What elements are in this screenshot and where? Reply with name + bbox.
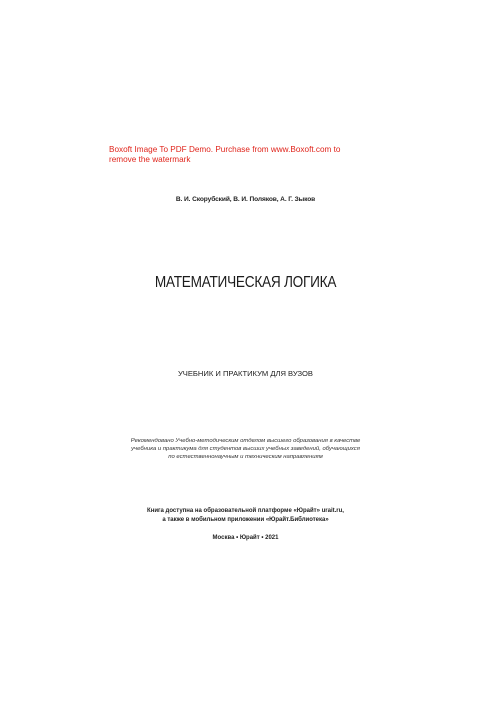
recommendation-note [0,437,491,462]
recommendation-line: Рекомендовано Учебно-методическим отделом высшего образования в качестве [130,438,361,444]
recommendation-line: по естественнонаучным и техническим направлениям [168,454,323,461]
book-subtitle: УЧЕБНИК И ПРАКТИКУМ ДЛЯ ВУЗОВ [177,369,313,378]
book-authors: В. И. Скорубский, В. И. Поляков, А. Г. Зыков [175,196,316,203]
availability-line: а также в мобильном приложении «Юрайт.Библиотека» [162,516,329,523]
watermark-text: Boxoft Image To PDF Demo. Purchase from www.Boxoft.com to remove the watermark [109,145,341,164]
publisher-imprint: Москва • Юрайт • 2021 [212,535,279,541]
availability-line: Книга доступна на образовательной платформе «Юрайт» urait.ru, [147,508,344,514]
availability-note [0,507,491,524]
recommendation-line: учебника и практикума для студентов высших учебных заведений, обучающихся [131,446,360,453]
book-title: МАТЕМАТИЧЕСКАЯ ЛОГИКА [154,274,337,291]
